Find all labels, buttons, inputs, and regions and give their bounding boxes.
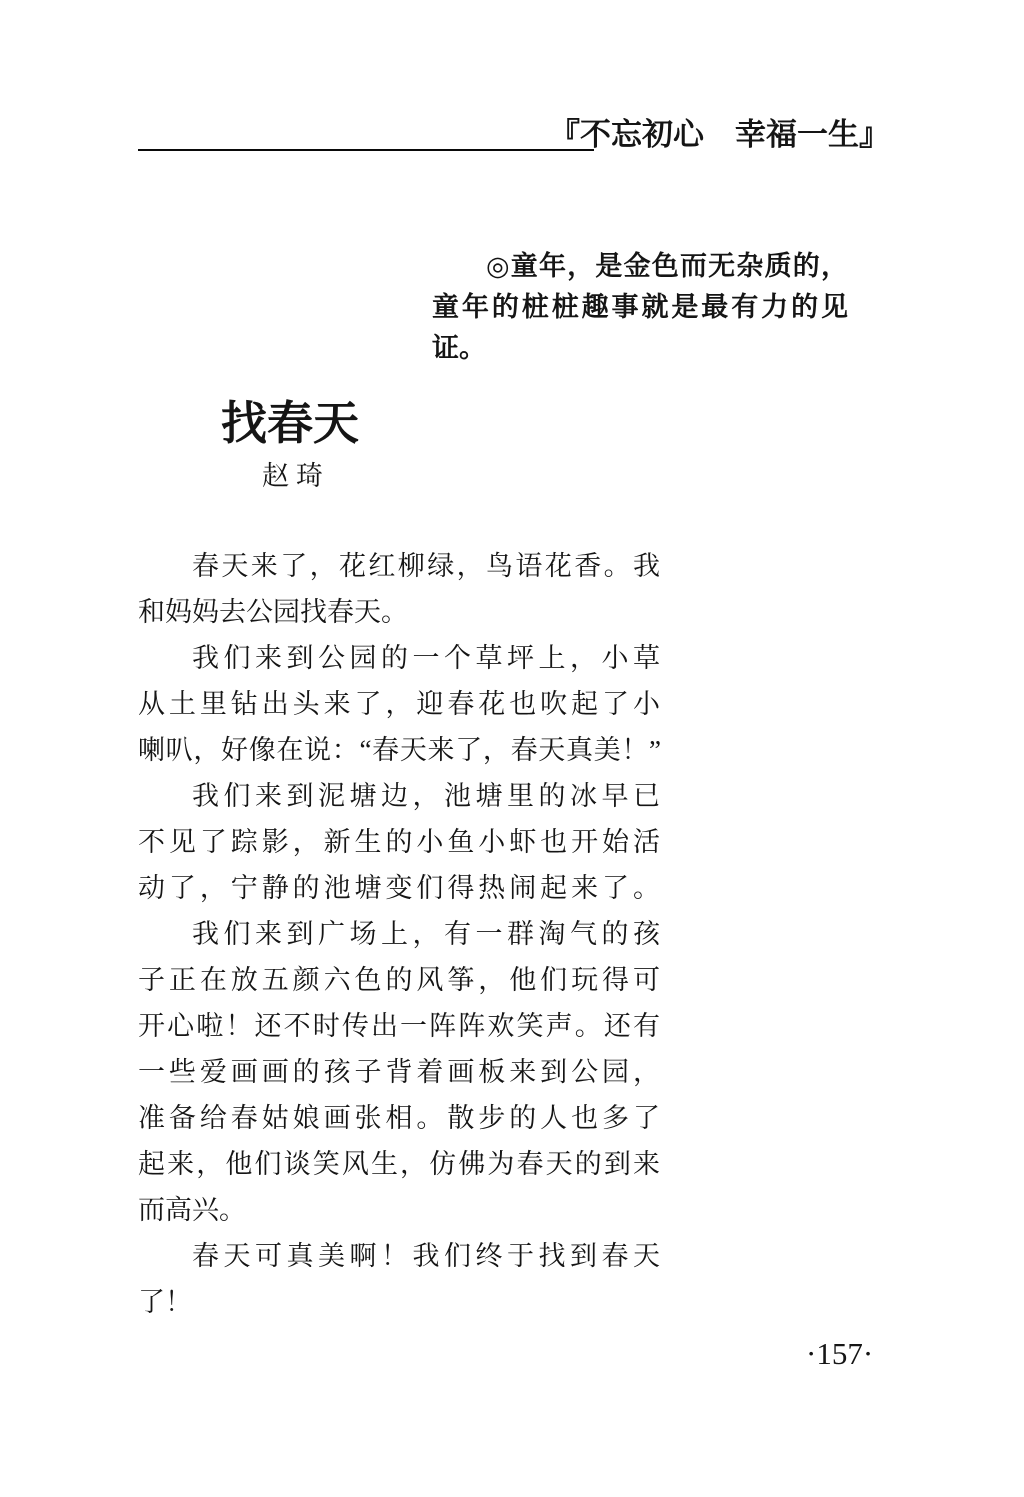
article-body <box>138 543 660 1325</box>
body-line: 准备给春姑娘画张相。散步的人也多了 <box>138 1103 660 1133</box>
body-line: 喇叭，好像在说：“春天来了，春天真美！” <box>138 735 660 765</box>
epigraph-line: 童年的桩桩趣事就是最有力的见 <box>432 292 848 322</box>
epigraph-line: ◎童年，是金色而无杂质的， <box>486 251 848 281</box>
body-line: 动了，宁静的池塘变们得热闹起来了。 <box>138 873 660 903</box>
article-title: 找春天 <box>221 398 359 449</box>
body-line: 春天可真美啊！我们终于找到春天 <box>192 1241 660 1271</box>
epigraph-line: 证。 <box>432 333 486 363</box>
body-line: 而高兴。 <box>138 1195 246 1225</box>
body-line: 不见了踪影，新生的小鱼小虾也开始活 <box>138 827 660 857</box>
body-line: 子正在放五颜六色的风筝，他们玩得可 <box>138 965 660 995</box>
header-banner-title: 『不忘初心 幸福一生』 <box>549 117 890 152</box>
body-line: 开心啦！还不时传出一阵阵欢笑声。还有 <box>138 1011 660 1041</box>
body-line: 一些爱画画的孩子背着画板来到公园， <box>138 1057 660 1087</box>
header-rule <box>138 149 594 151</box>
body-line: 我们来到公园的一个草坪上，小草 <box>192 643 660 673</box>
epigraph <box>432 246 848 369</box>
body-line: 了！ <box>138 1287 192 1317</box>
body-line: 起来，他们谈笑风生，仿佛为春天的到来 <box>138 1149 660 1179</box>
body-line: 和妈妈去公园找春天。 <box>138 597 408 627</box>
page-number: ·157· <box>806 1336 874 1371</box>
body-line: 从土里钻出头来了，迎春花也吹起了小 <box>138 689 660 719</box>
body-line: 我们来到泥塘边，池塘里的冰早已 <box>192 781 660 811</box>
body-line: 我们来到广场上，有一群淘气的孩 <box>192 919 660 949</box>
article-author: 赵琦 <box>262 461 330 491</box>
body-line: 春天来了，花红柳绿，鸟语花香。我 <box>192 551 660 581</box>
